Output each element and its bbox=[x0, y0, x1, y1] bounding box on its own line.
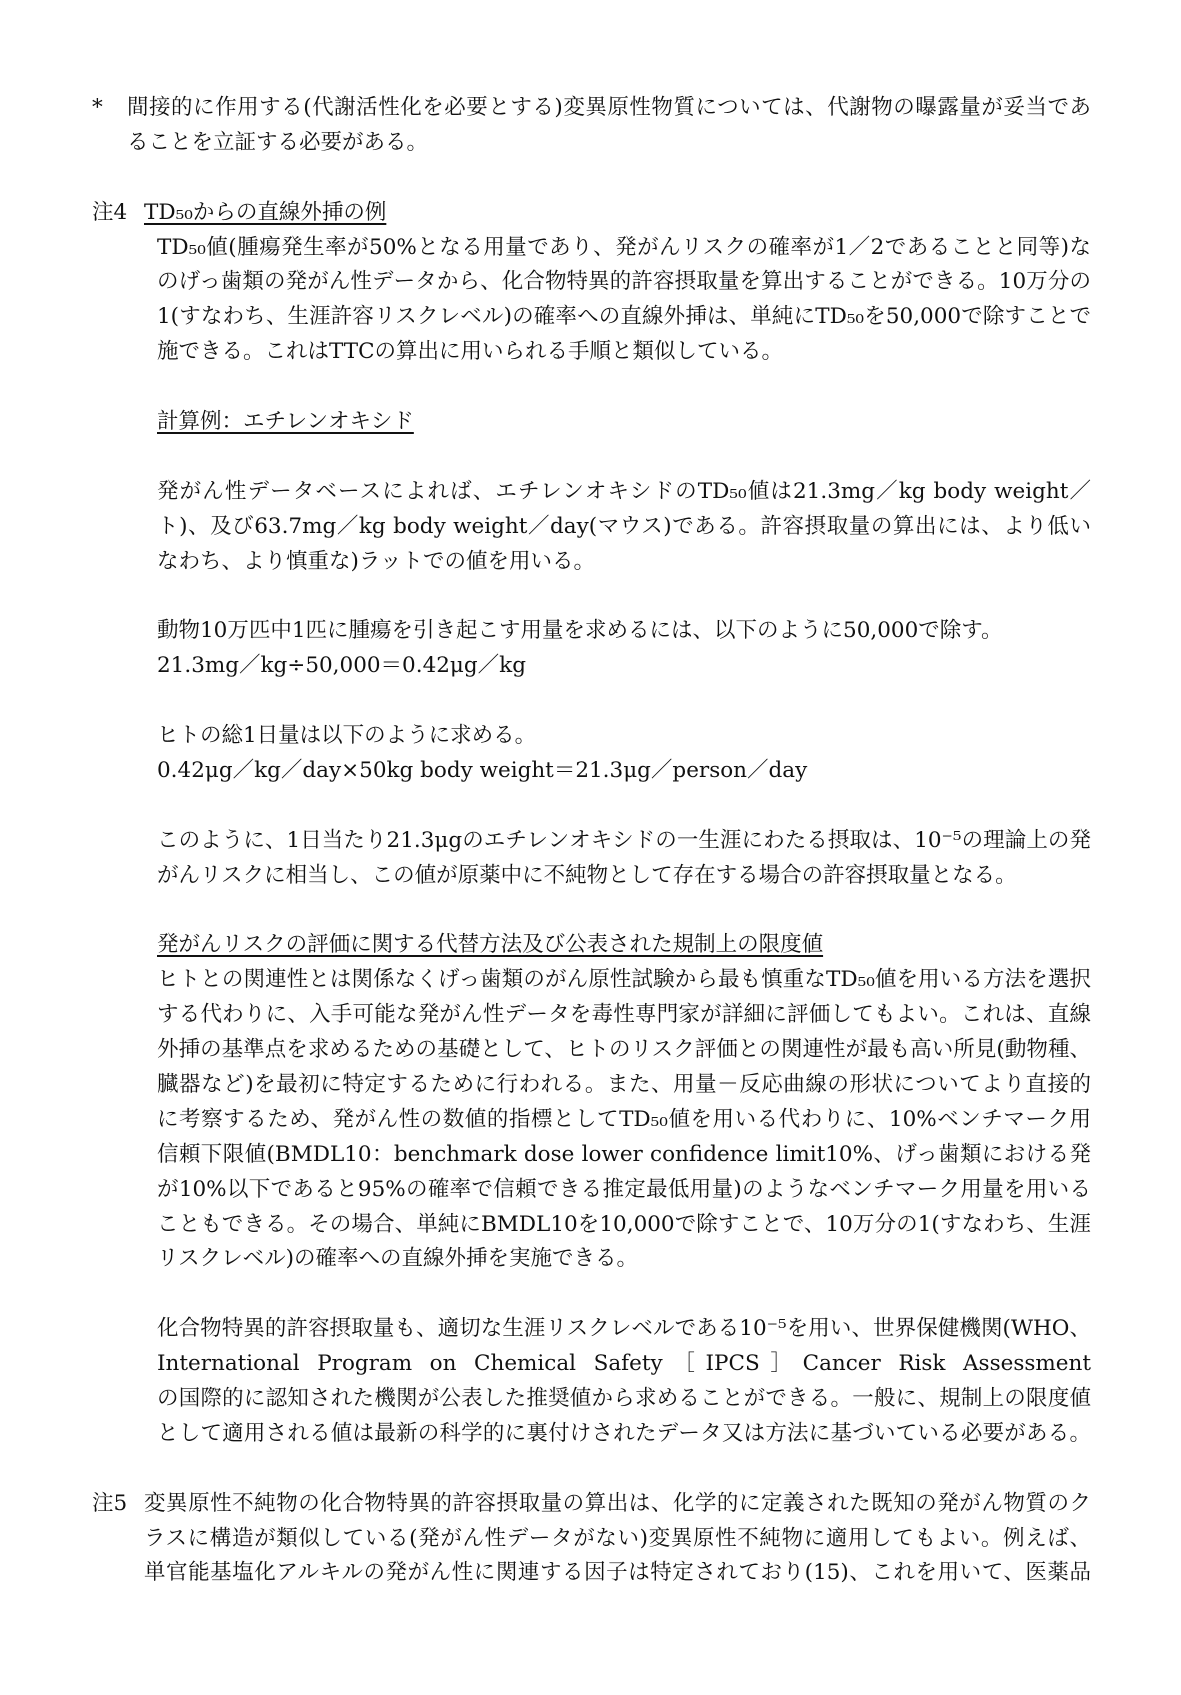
text-line: ラスに構造が類似している(発がん性データがない)変異原性不純物に適用してもよい。例えば、 bbox=[144, 1525, 1091, 1551]
text-line: 発がん性データベースによれば、エチレンオキシドのTD₅₀値は21.3mg／kg body weight／ bbox=[157, 478, 1091, 504]
text-line: 間接的に作用する(代謝活性化を必要とする)変異原性物質については、代謝物の曝露量が妥当であ bbox=[127, 95, 1091, 120]
text-line: 1(すなわち、生涯許容リスクレベル)の確率への直線外挿は、単純にTD₅₀を50,000で除すことで bbox=[157, 304, 1091, 330]
text-line: 信頼下限値(BMDL10：benchmark dose lower confidence limit10%、げっ歯類における発 bbox=[157, 1141, 1091, 1167]
formula-line: 0.42μg／kg／day×50kg body weight＝21.3μg／person／day bbox=[157, 757, 808, 783]
formula-line: 21.3mg／kg÷50,000＝0.42μg／kg bbox=[157, 653, 526, 679]
note-5 bbox=[0, 1487, 1181, 1592]
paragraph bbox=[0, 614, 1181, 684]
paragraph bbox=[0, 231, 1181, 371]
text-line: に考察するため、発がん性の数値的指標としてTD₅₀値を用いる代わりに、10%ベンチマーク用 bbox=[157, 1106, 1091, 1132]
text-line: 単官能基塩化アルキルの発がん性に関連する因子は特定されており(15)、これを用いて、医薬品 bbox=[144, 1560, 1091, 1586]
calc-example-heading: 計算例：エチレンオキシド bbox=[157, 409, 414, 435]
text-line: 施できる。これはTTCの算出に用いられる手順と類似している。 bbox=[157, 339, 784, 365]
text-line: なわち、より慎重な)ラットでの値を用いる。 bbox=[157, 548, 595, 574]
text-line: リスクレベル)の確率への直線外挿を実施できる。 bbox=[157, 1246, 638, 1272]
note-4-heading: TD₅₀からの直線外挿の例 bbox=[144, 199, 387, 225]
paragraph bbox=[0, 475, 1181, 580]
paragraph bbox=[0, 963, 1181, 1277]
text-line: 動物10万匹中1匹に腫瘍を引き起こす用量を求めるには、以下のように50,000で除す。 bbox=[157, 618, 1003, 644]
paragraph bbox=[0, 719, 1181, 789]
text-line: 変異原性不純物の化合物特異的許容摂取量の算出は、化学的に定義された既知の発がん物質のク bbox=[144, 1490, 1091, 1516]
text-line: する代わりに、入手可能な発がん性データを毒性専門家が詳細に評価してもよい。これは、直線 bbox=[157, 1002, 1091, 1028]
text-line: ヒトとの関連性とは関係なくげっ歯類のがん原性試験から最も慎重なTD₅₀値を用いる方法を選択 bbox=[157, 967, 1091, 993]
text-line: ることを立証する必要がある。 bbox=[127, 129, 429, 155]
text-line: がんリスクに相当し、この値が原薬中に不純物として存在する場合の許容摂取量となる。 bbox=[157, 862, 1017, 888]
text-line: が10%以下であると95%の確率で信頼できる推定最低用量)のようなベンチマーク用量を用いる bbox=[157, 1176, 1091, 1202]
note-5-label: 注5 bbox=[92, 1490, 128, 1516]
paragraph bbox=[0, 1312, 1181, 1452]
text-line: こともできる。その場合、単純にBMDL10を10,000で除すことで、10万分の1(すなわち、生涯 bbox=[157, 1211, 1091, 1237]
text-line: ト)、及び63.7mg／kg body weight／day(マウス)である。許容摂取量の算出には、より低い bbox=[157, 513, 1091, 539]
star-note bbox=[0, 91, 1181, 161]
text-line: このように、1日当たり21.3μgのエチレンオキシドの一生涯にわたる摂取は、10⁻⁵の理論上の発 bbox=[157, 827, 1091, 853]
text-line: 化合物特異的許容摂取量も、適切な生涯リスクレベルである10⁻⁵を用い、世界保健機関(WHO、 bbox=[157, 1316, 1091, 1342]
asterisk-marker: * bbox=[92, 95, 103, 120]
note-4 bbox=[0, 196, 1181, 1452]
note-4-label: 注4 bbox=[92, 199, 128, 225]
text-line: として適用される値は最新の科学的に裏付けされたデータ又は方法に基づいている必要がある。 bbox=[157, 1420, 1091, 1446]
text-line: のげっ歯類の発がん性データから、化合物特異的許容摂取量を算出することができる。10万分の bbox=[157, 269, 1091, 295]
text-line: TD₅₀値(腫瘍発生率が50%となる用量であり、発がんリスクの確率が1／2であることと同等)な bbox=[157, 234, 1091, 260]
text-line: 臓器など)を最初に特定するために行われる。また、用量－反応曲線の形状についてより直接的 bbox=[157, 1071, 1091, 1097]
text-line: ヒトの総1日量は以下のように求める。 bbox=[157, 723, 537, 749]
paragraph bbox=[0, 824, 1181, 894]
text-line: の国際的に認知された機関が公表した推奨値から求めることができる。一般に、規制上の限度値 bbox=[157, 1385, 1091, 1411]
text-line: 外挿の基準点を求めるための基礎として、ヒトのリスク評価との関連性が最も高い所見(動物種、 bbox=[157, 1037, 1091, 1063]
alternative-methods-heading: 発がんリスクの評価に関する代替方法及び公表された規制上の限度値 bbox=[157, 932, 824, 958]
text-line: International Program on Chemical Safety［IPCS］Cancer Risk Assessment bbox=[157, 1351, 1091, 1377]
